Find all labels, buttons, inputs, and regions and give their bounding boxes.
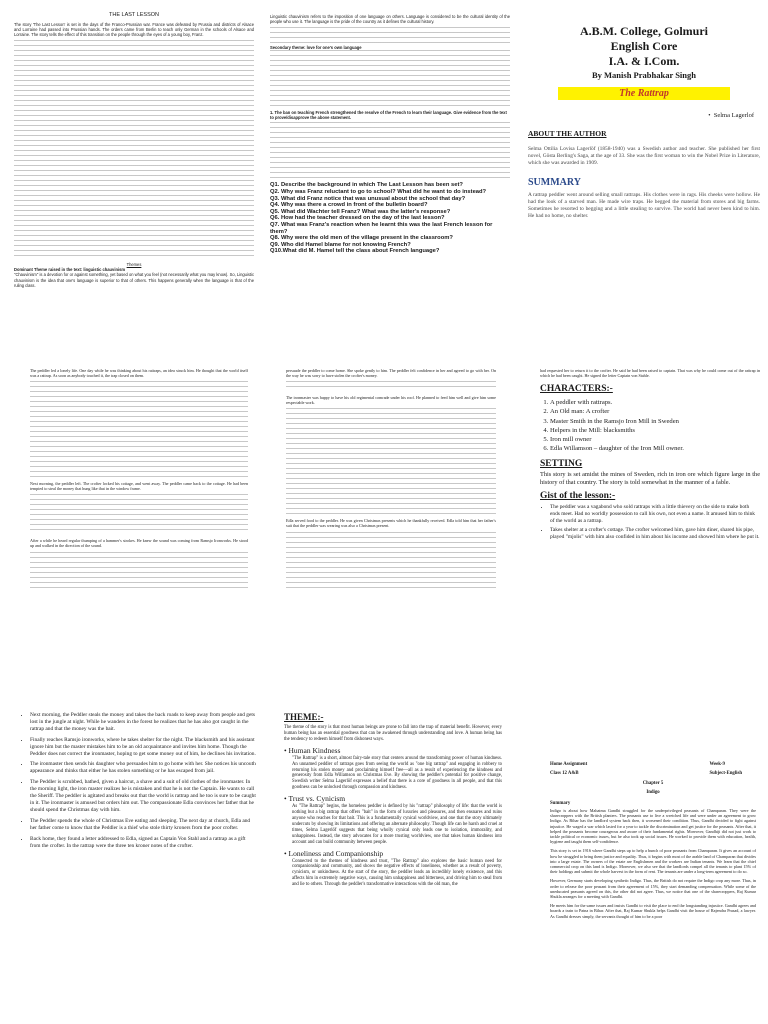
character-item: 3. Master Smith in the Ramsjo Iron Mill in Sweden <box>550 417 760 426</box>
theme-sub-text: As "The Rattrap" begins, the homeless peddler is defined by his "rattrap" philosophy of life: that the world is nothing but a big rattrap that offers "bait" in the form of luxuries and pleasures, and then ensnares and ruins anyone who reaches for that bait. This is a fundamentally cynical worldview, and one that the story ultimately undercuts by showing its limitations and offering an alternate philosophy. Though life can be harsh and cruel at times, Selma Lagerlöf suggests that being wholly cynical only leads one to isolation, immorality, and unhappiness. Instead, the story advocates for a more trusting worldview, one that takes human kindness into account and can build community between people. <box>292 804 502 845</box>
body-text-block <box>286 381 496 391</box>
panel-gist-continued <box>20 712 256 1016</box>
character-item: 4. Helpers in the Mill: blacksmiths <box>550 426 760 435</box>
story-paragraph: The ironmaster was happy to have his old regimental comrade under his roof. He planned to feed him well and give him some respectable work. <box>286 395 496 406</box>
body-text-block <box>270 122 510 178</box>
theme-sub-title: Trust vs. Cynicism <box>288 794 346 804</box>
character-item: 6. Edla Willamson – daughter of the Iron Mill owner. <box>550 444 760 453</box>
chapter-number: Chapter 5 <box>642 781 664 786</box>
bullet-icon: • <box>284 745 289 755</box>
body-text-block <box>286 532 496 588</box>
panel-theme <box>284 712 502 1016</box>
summary-label: Summary <box>550 801 571 806</box>
character-item: 2. An Old man: A crofter <box>550 407 760 416</box>
theme-subheading <box>284 794 502 803</box>
chapter-name: Indigo <box>646 790 660 795</box>
character-item: 1. A peddler with rattraps. <box>550 398 760 407</box>
question-item: Q4. Why was there a crowd in front of the bulletin board? <box>270 202 428 209</box>
body-text-block <box>270 50 510 106</box>
subject-label: Subject-English <box>709 771 742 776</box>
theme-sub-human-kindness <box>284 746 502 791</box>
story-paragraph: Next morning, the peddler left. The crofter locked his cottage, and went away. The peddler came back to the cottage. He had been tempted to steal the money that hung like that in the window frame. <box>30 481 248 492</box>
question-item: Q8. Why were the old men of the village present in the classroom? <box>270 235 453 242</box>
about-author-heading: ABOUT THE AUTHOR <box>528 129 607 138</box>
body-text-block <box>270 27 510 45</box>
gist-list-continued <box>20 712 256 849</box>
theme-subheading <box>284 746 502 755</box>
theme-intro: The theme of the story is that most human beings are prone to fall into the trap of material benefit. However, every human being has an essential goodness that can be awakened through understanding and love. A human being has the tendency to redeem himself from dishonest ways. <box>284 725 502 742</box>
author-line: By Manish Prabhakar Singh <box>591 70 696 80</box>
panel-last-lesson-left <box>14 12 254 312</box>
indigo-paragraph: However, Germany starts developing synthetic Indigo. Thus, the British do not require the Indigo crop any more. Thus, in order to release the poor peasant from their agreement of 15%, they start demanding compensation. While some of the uneducated peasants agreed on this, the other did not agree. Thus, we notice that one of the sharecroppers, Raj Kumar Shukla arranges for a meeting with Gandhi. <box>550 878 756 900</box>
body-text-block <box>286 408 496 514</box>
college-name: A.B.M. College, Golmuri <box>580 24 708 38</box>
story-paragraph: After a while he heard regular thumping of a hammer's strokes. He knew the sound was coming from Ramsjo Ironworks. He stood up and walked in the direction of the sound. <box>30 538 248 549</box>
assignment-label: Home Assignment <box>550 762 588 767</box>
theme-heading: THEME:- <box>284 712 324 722</box>
evidence-question: 1. The ban on teaching French strengthened the resolve of the French to learn their language. Give evidence from the text to prove/disapprove the above statement. <box>270 110 507 121</box>
gist-item: • The peddler was a vagabond who sold rattraps with a little thievery on the side to make both ends meet. Had no worldly possession to call his own, not even a name. It amused him to think of the world as a rattrap. <box>550 504 760 524</box>
theme-sub-title: Loneliness and Companionship <box>288 848 384 858</box>
theme-sub-text: "The Rattrap" is a short, almost fairy-tale story that centers around the transforming power of human kindness. An unnamed peddler of rattraps goes from seeing the world as "one big rattrap" and engaging in robbery to returning his stolen money and proclaiming himself free—all as a result of experiencing the kindness and generosity from Edla Willamson on Christmas Eve. By showing the peddler's potential for positive change, Swedish writer Selma Lagerlöf expresses a belief that there is a core of goodness in all people, and that this goodness can be unlocked through compassion and kindness. <box>292 755 502 791</box>
gist-item: • Finally reaches Ramsjo ironworks, where he takes shelter for the night. The blacksmith and his assistant ignore him but the master mistakes him to be an old acquaintance and invites him home. Though the Peddler does not correct the ironmaster, hoping to get some money out of him, he declines his invitation. <box>30 737 256 758</box>
gist-item: • Takes shelter at a crofter's cottage. The crofter welcomed him, gave him diner, shared his pipe, played "mjolis" with him also confided in him about his income and showed him where he put it. <box>550 527 760 541</box>
question-item: Q1. Describe the background in which The Last Lesson has been set? <box>270 182 463 189</box>
story-paragraph: persuade the peddler to come home. She spoke gently to him. The peddler felt confidence in her and agreed to go with her. On the way he was sorry to have stolen the crofter's money. <box>286 368 496 379</box>
theme-sub-loneliness <box>284 849 502 889</box>
body-text-block <box>14 40 254 260</box>
question-list <box>270 182 510 255</box>
intro-paragraph: The story 'The Last Lesson' is set in the days of the Franco-Prussian war. France was defeated by Prussia and districts of Alsace and Lorraine had passed into Prussian hands. The orders came from Berlin to teach only German in the schools of Alsace and Lorraine. The story tells the effect of this transition on the people through the eyes of a young boy, Franz. <box>14 22 254 38</box>
class-label: Class 12 A&B <box>550 771 579 776</box>
themes-heading: Themes <box>126 262 142 268</box>
gist-item: • Back home, they found a letter addressed to Edla, signed as Captain Von Stahl and a rattrap as a gift from the crofter. In the rattrap were the three ten kroner notes of the crofter. <box>30 836 256 850</box>
writer-line <box>528 112 760 119</box>
theme-subheading <box>284 849 502 858</box>
themes-subheading: Dominant Theme raised in the text: linguistic chauvinism <box>14 267 126 273</box>
letter-paragraph: had requested her to return it to the crofter. He said he had been raised to captain. That was why he could come out of the rattrap in which he had been caught. He signed the letter Captain von Stahle. <box>540 368 760 379</box>
summary-heading: SUMMARY <box>528 177 581 188</box>
panel-characters <box>540 368 760 594</box>
question-item: Q2. Why was Franz reluctant to go to school? What did he want to do instead? <box>270 189 487 196</box>
gist-item: • Next morning, the Peddler steals the money and takes the back roads to keep away from people and gets lost in the jungle at night. While he wanders in the forest he realizes that he has also got caught in the rattrap and that the money was the bait. <box>30 712 256 733</box>
theme-sub-text: Connected to the themes of kindness and trust, "The Rattrap" also explores the basic human need for companionship and community, and shows the negative effects of loneliness, whether as a result of poverty, cynicism, or unkindness. At the start of the story, the peddler leads an incredibly lonely existence, and this affects him in extremely negative ways, causing him unhappiness and bitterness, and driving him to steal from and lie to others. Through the peddler's transformative interactions with the old man, the <box>292 858 502 888</box>
bullet-icon: • <box>708 112 714 119</box>
gist-heading: Gist of the lesson:- <box>540 491 616 502</box>
gist-list <box>540 504 760 540</box>
characters-heading: CHARACTERS:- <box>540 384 613 395</box>
body-text-block <box>30 381 248 477</box>
subject-name: English Core <box>610 39 678 53</box>
question-item: Q3. What did Franz notice that was unusual about the school that day? <box>270 195 466 202</box>
question-item: Q5. What did Wachter tell Franz? What was the latter's response? <box>270 208 451 215</box>
indigo-paragraph: Indigo is about how Mahatma Gandhi struggled for the underprivileged peasants of Champaran. They were the sharecroppers with the British planters. The peasants use to live a wretched life and were under an agreement to grow Indigo. As Bihar has the landlord system back then, it worsened their condition. Thus, Gandhi decided to fight against injustice. He waged a war which lasted for a year to tackle the discrimination and get justice for the peasants. After that, it helped the peasants become courageous and aware of their fundamental rights. Moreover, Gandhiji did not just work to tackle political or economic issues, but he also took up social issues. He worked to provide them with education, health, hygiene and taught them self-confidence. <box>550 808 756 845</box>
summary-text: A rattrap peddler went around selling small rattraps. His clothes were in rags. His cheeks were hollow. He had the look of a starved man. He made wire traps. He begged the material from stores and big farms. Sometimes he resorted to begging and a little stealing to survive. The world had never been kind to him. He had no home, no shelter. <box>528 192 760 219</box>
characters-list <box>540 398 760 453</box>
bullet-icon: • <box>284 794 289 804</box>
question-item: Q10.What did M. Hamel tell the class about French language? <box>270 248 440 255</box>
story-paragraph: The peddler led a lonely life. One day while he was thinking about his rattraps, an idea struck him. He thought that the world itself was a rattrap. As soon as anybody touched it, the trap closed on them. <box>30 368 248 379</box>
about-author-text: Selma Ottilia Lovisa Lagerlöf (1858-1940) was a Swedish author and teacher. She published her first novel, Gösta Berling's Saga, at the age of 33. She was the first woman to win the Nobel Prize in Literature, which she was awarded in 1909. <box>528 146 760 166</box>
gist-item: • The Peddler is scrubbed, bathed, given a haircut, a shave and a suit of old clothes of the ironmaster. In the morning light, the iron master realizes he is mistaken and that he is not the Captain. He wants to call the Sheriff. The peddler is agitated and breaks out that the world is rattrap and he too is sure to be caught in it. The ironmaster is amused but orders him out. The compassionate Edla convinces her father that he should spend the Christmas day with him. <box>30 779 256 814</box>
question-item: Q7. What was Franz's reaction when he learnt this was the last French lesson for them? <box>270 222 493 235</box>
linguistic-chauvinism-intro: Linguistic chauvinism refers to the imposition of one language on others. Language is considered to be the cultural identity of the people who use it. The language is the pride of the country as it defines the cultural history. <box>270 14 510 25</box>
header-right <box>709 760 756 778</box>
body-text-block <box>30 552 248 592</box>
writer-name: Selma Lagerlof <box>713 112 754 119</box>
question-item: Q9. Who did Hamel blame for not knowing French? <box>270 241 411 248</box>
gist-item: • The ironmaster then sends his daughter who persuades him to go home with her. She notices his uncouth appearance and thinks that either he has stolen something or he has escaped from jail. <box>30 761 256 775</box>
body-text-block <box>30 494 248 534</box>
character-item: 5. Iron mill owner <box>550 435 760 444</box>
themes-body: "Chauvinism" is a devotion for or against something, yet based on what you feel (not necessarily what you may know). So, Linguistic chauvinism is the idea that one's language is superior to that of others. This happens generally when the language is that of the ruling class. <box>14 272 254 288</box>
panel-last-lesson-questions <box>270 14 510 314</box>
panel-indigo-assignment <box>550 760 756 1016</box>
panel-rattrap-cover <box>528 24 760 284</box>
gist-item: • The Peddler spends the whole of Christmas Eve eating and sleeping. The next day at church, Edla and her father come to know that the Peddler is a thief who stole thirty kroners from the poor crofter. <box>30 818 256 832</box>
setting-text: This story is set amidst the mines of Sweden, rich in iron ore which figure large in the history of that country. The story is told somewhat in the manner of a fable. <box>540 471 760 487</box>
question-item: Q6. How had the teacher dressed on the day of the last lesson? <box>270 215 445 222</box>
page-title: THE LAST LESSON <box>108 12 160 18</box>
panel-rattrap-story-1 <box>30 368 248 600</box>
indigo-paragraph: This story is set in 1916 where Gandhi steps up to help a bunch of poor peasants from Champaran. It gives an account of how he struggled to bring them justice and equality. Thus, it begins with most of the arable land of Champaran that divides into a large estate. The owners of the estate are Englishmen and the workers are Indian tenants. We learn that the chief commercial crop on this land is Indigo. Moreover, we also see that the landlords compel all the tenants to plant 15% of their holdings and submit the whole harvest in the form of rent. The tenants are under a long-term agreement to do so. <box>550 848 756 875</box>
header-left <box>550 760 587 778</box>
week-label: Week-9 <box>709 762 725 767</box>
course-name: I.A. & I.Com. <box>608 54 680 68</box>
indigo-paragraph: He meets him for the same issues and insists Gandhi to visit the place to end the longstanding injustice. Gandhi agrees and boards a train to Patna in Bihar. After that, Raj Kumar Shukla helps Gandhi visit the house of Rajendra Prasad, a lawyer. As Gandhi dresses simply, the servants thought of him to be a poor <box>550 903 756 919</box>
secondary-theme-heading: Secondary theme: love for one's own language <box>270 45 362 51</box>
setting-heading: SETTING <box>540 459 583 470</box>
chapter-title-banner: The Rattrap <box>558 87 730 100</box>
bullet-icon: • <box>284 848 289 858</box>
panel-rattrap-story-2 <box>286 368 496 600</box>
story-paragraph: Edla served food to the peddler. He was given Christmas presents which he thankfully received. Edla told him that her father's suit that the peddler was wearing was also a Christmas present. <box>286 518 496 529</box>
assignment-header <box>550 760 756 778</box>
theme-sub-trust-cynicism <box>284 794 502 845</box>
theme-sub-title: Human Kindness <box>288 745 341 755</box>
